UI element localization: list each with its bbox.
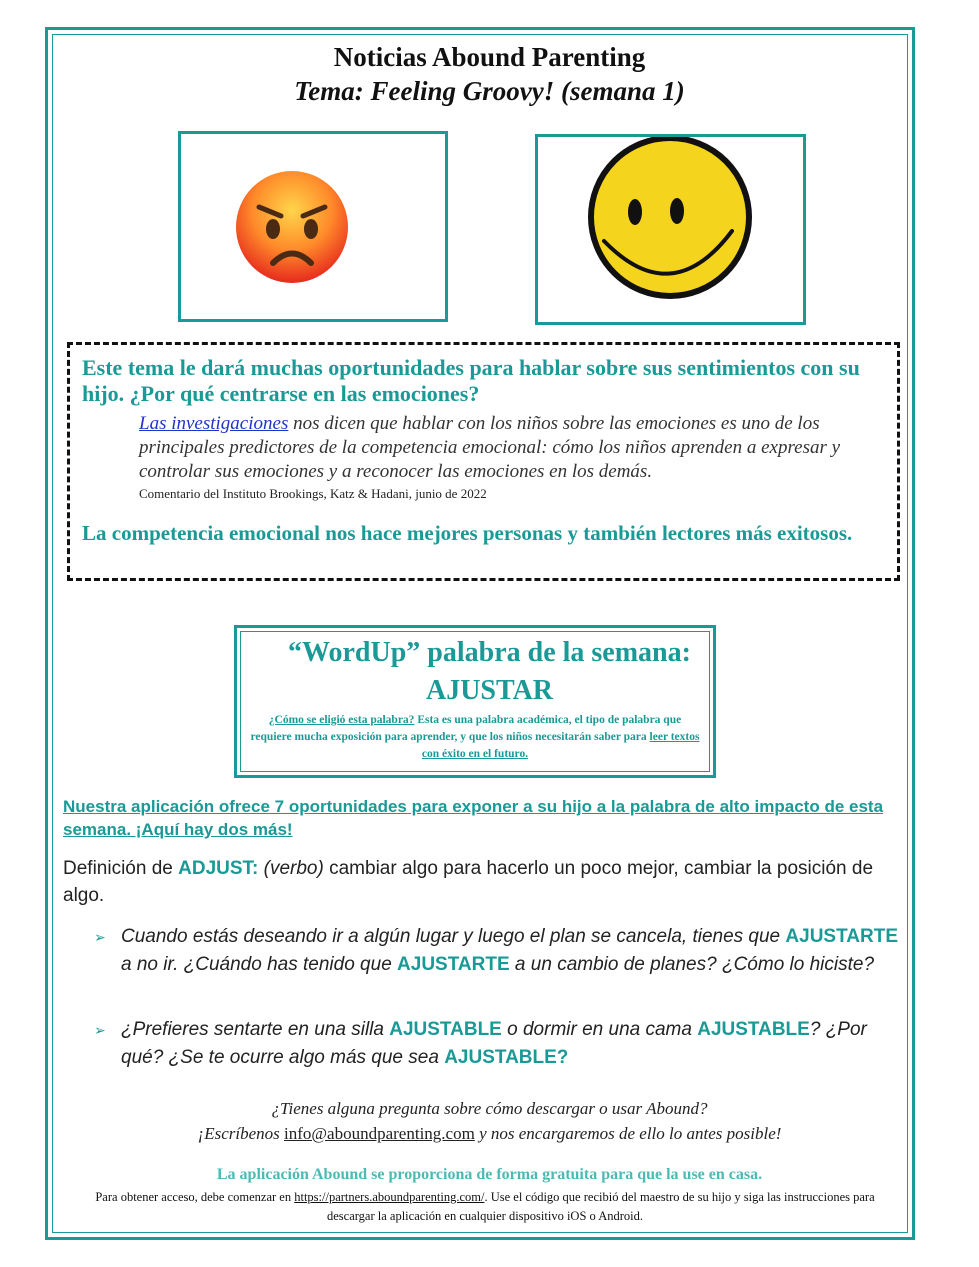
example-bullet xyxy=(121,923,901,979)
bullet-text: ¿Prefieres sentarte en una silla xyxy=(121,1019,390,1040)
newsletter-subtitle: Tema: Feeling Groovy! (semana 1) xyxy=(294,76,685,106)
citation: Comentario del Instituto Brookings, Katz & Hadani, junio de 2022 xyxy=(139,486,487,501)
bullet-keyword: AJUSTABLE xyxy=(389,1019,502,1040)
contact-text: y nos encargaremos de ello lo antes posible! xyxy=(474,1124,782,1143)
contact-line xyxy=(0,1124,979,1144)
research-quote xyxy=(139,412,894,484)
wordup-note-link: leer textos con éxito en el futuro. xyxy=(421,731,700,760)
access-text: Para obtener acceso, debe comenzar en xyxy=(95,1190,295,1204)
newsletter-title: Noticias Abound Parenting xyxy=(333,42,646,72)
bullet-text: a un cambio de planes? ¿Cómo lo hiciste? xyxy=(509,954,875,975)
wordup-note xyxy=(250,712,700,763)
bullet-keyword: AJUSTABLE? xyxy=(444,1047,569,1068)
bullet-text: ? ¿Por qué? ¿Se te ocurre algo más que sea xyxy=(121,1019,867,1068)
definition-text: cambiar algo para hacerlo un poco mejor, cambiar la posición de algo. xyxy=(63,858,874,906)
access-instructions xyxy=(80,1188,890,1226)
bullet-keyword: AJUSTABLE xyxy=(697,1019,810,1040)
angry-face-icon xyxy=(181,134,445,319)
research-link[interactable]: Las investigaciones xyxy=(139,413,289,434)
free-app-line: La aplicación Abound se proporciona de forma gratuita para que la use en casa. xyxy=(216,1166,763,1183)
definition xyxy=(63,855,893,909)
bullet-arrow-icon: ➢ xyxy=(94,1022,106,1038)
angry-face-frame xyxy=(178,131,448,322)
wordup-note-text: Esta es una palabra académica, el tipo de palabra que requiere mucha exposición para aprender, y que los niños necesitarán saber para xyxy=(250,714,682,743)
wordup-word: AJUSTAR xyxy=(425,675,554,706)
definition-pos: (verbo) xyxy=(258,858,324,879)
smiley-face-frame xyxy=(535,134,806,325)
emotions-closing: La competencia emocional nos hace mejores personas y también lectores más exitosos. xyxy=(82,521,853,545)
access-text: . Use el código que recibió del maestro de su hijo y siga las instrucciones para descargar la aplicación en cualquier dispositivo iOS o Android. xyxy=(326,1190,875,1223)
wordup-title: “WordUp” palabra de la semana: xyxy=(288,637,691,668)
contact-question: ¿Tienes alguna pregunta sobre cómo descargar o usar Abound? xyxy=(271,1099,708,1118)
partners-url-link[interactable]: https://partners.aboundparenting.com/ xyxy=(294,1190,485,1204)
contact-text: ¡Escríbenos xyxy=(197,1124,285,1143)
bullet-arrow-icon: ➢ xyxy=(94,929,106,945)
definition-prefix: Definición de xyxy=(63,858,179,879)
emotions-heading: Este tema le dará muchas oportunidades para hablar sobre sus sentimientos con su hijo. ¿Por qué centrarse en las emociones? xyxy=(82,355,860,406)
smiley-face-icon xyxy=(538,137,803,322)
bullet-keyword: AJUSTARTE xyxy=(785,926,899,947)
wordup-question: ¿Cómo se eligió esta palabra? xyxy=(268,714,415,726)
bullet-text: a no ir. ¿Cuándo has tenido que xyxy=(121,954,398,975)
research-text: nos dicen que hablar con los niños sobre las emociones es uno de los principales predictores de la competencia emocional: cómo los niños aprenden a expresar y controlar sus emociones y a reconocer las emociones en los demás. xyxy=(139,413,841,482)
app-opportunities-line: Nuestra aplicación ofrece 7 oportunidades para exponer a su hijo a la palabra de alto impacto de esta semana. ¡Aquí hay dos más! xyxy=(63,797,884,839)
contact-email-link[interactable]: info@aboundparenting.com xyxy=(284,1124,475,1143)
bullet-text: Cuando estás deseando ir a algún lugar y luego el plan se cancela, tienes que xyxy=(121,926,786,947)
bullet-text: o dormir en una cama xyxy=(501,1019,698,1040)
definition-word: ADJUST: xyxy=(178,858,259,879)
bullet-keyword: AJUSTARTE xyxy=(397,954,510,975)
example-bullet xyxy=(121,1016,901,1072)
